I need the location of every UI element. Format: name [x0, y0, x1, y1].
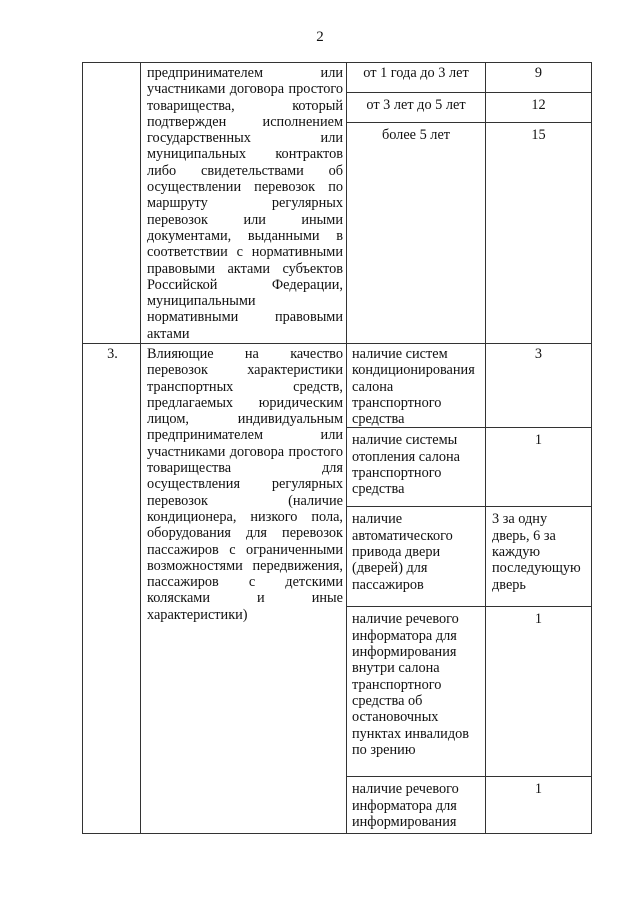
table-row: [83, 344, 592, 428]
criterion-cell: [347, 63, 486, 93]
description-cell: [141, 63, 347, 344]
score-text: 1: [534, 611, 543, 628]
score-cell: [486, 607, 592, 777]
score-text: 15: [531, 127, 546, 143]
criterion-text: наличие речевого информатора для информирования внутри салона транспортного средства об остановочных пунктах инвалидов по зрению: [352, 611, 469, 758]
criterion-text: наличие речевого информатора для информирования: [352, 781, 459, 831]
criterion-cell: [347, 344, 486, 428]
row-number-cell: [83, 344, 141, 834]
criterion-cell: [347, 93, 486, 123]
score-cell: [486, 93, 592, 123]
score-cell: [486, 63, 592, 93]
criterion-text: наличие автоматического привода двери (дверей) для пассажиров: [352, 511, 453, 593]
row-description: предпринимателем или участниками договора простого товарищества, который подтвержден исполнением государственных или муниципальных контрактов либо свидетельствами об осуществлении перевозок по маршруту регулярных перевозок или иными документами, выданными в соответствии с нормативными правовыми актами субъектов Российской Федерации, муниципальными нормативными правовыми актами: [147, 65, 343, 342]
criterion-text: наличие систем кондиционирования салона транспортного средства: [352, 346, 475, 428]
row-description: Влияющие на качество перевозок характеристики транспортных средств, предлагаемых юридическим лицом, индивидуальным предпринимателем или участниками договора простого товарищества для осуществления регулярных перевозок (наличие кондиционера, низкого пола, оборудования для перевозок пассажиров с ограниченными возможностями передвижения, пассажиров с детскими колясками и иные характеристики): [147, 346, 343, 623]
criteria-table: [82, 62, 592, 834]
score-text: 3 за одну дверь, 6 за каждую последующую дверь: [492, 511, 581, 593]
score-text: 12: [531, 97, 546, 113]
score-text: 9: [534, 65, 543, 81]
row-number-cell: [83, 63, 141, 344]
score-text: 1: [534, 432, 543, 449]
criterion-cell: [347, 123, 486, 344]
score-text: 3: [534, 346, 543, 362]
criterion-text: наличие системы отопления салона транспортного средства: [352, 432, 461, 498]
score-cell: [486, 428, 592, 507]
score-cell: [486, 507, 592, 607]
page-number: 2: [316, 29, 324, 45]
criterion-cell: [347, 428, 486, 507]
criterion-text: от 3 лет до 5 лет: [366, 97, 466, 113]
description-cell: [141, 344, 347, 834]
criterion-cell: [347, 507, 486, 607]
criterion-text: от 1 года до 3 лет: [363, 65, 469, 81]
criterion-cell: [347, 777, 486, 834]
row-number: 3.: [107, 346, 118, 362]
score-cell: [486, 777, 592, 834]
score-cell: [486, 123, 592, 344]
criterion-cell: [347, 607, 486, 777]
criterion-text: более 5 лет: [381, 127, 451, 143]
score-text: 1: [534, 781, 543, 798]
score-cell: [486, 344, 592, 428]
table-row: [83, 63, 592, 93]
